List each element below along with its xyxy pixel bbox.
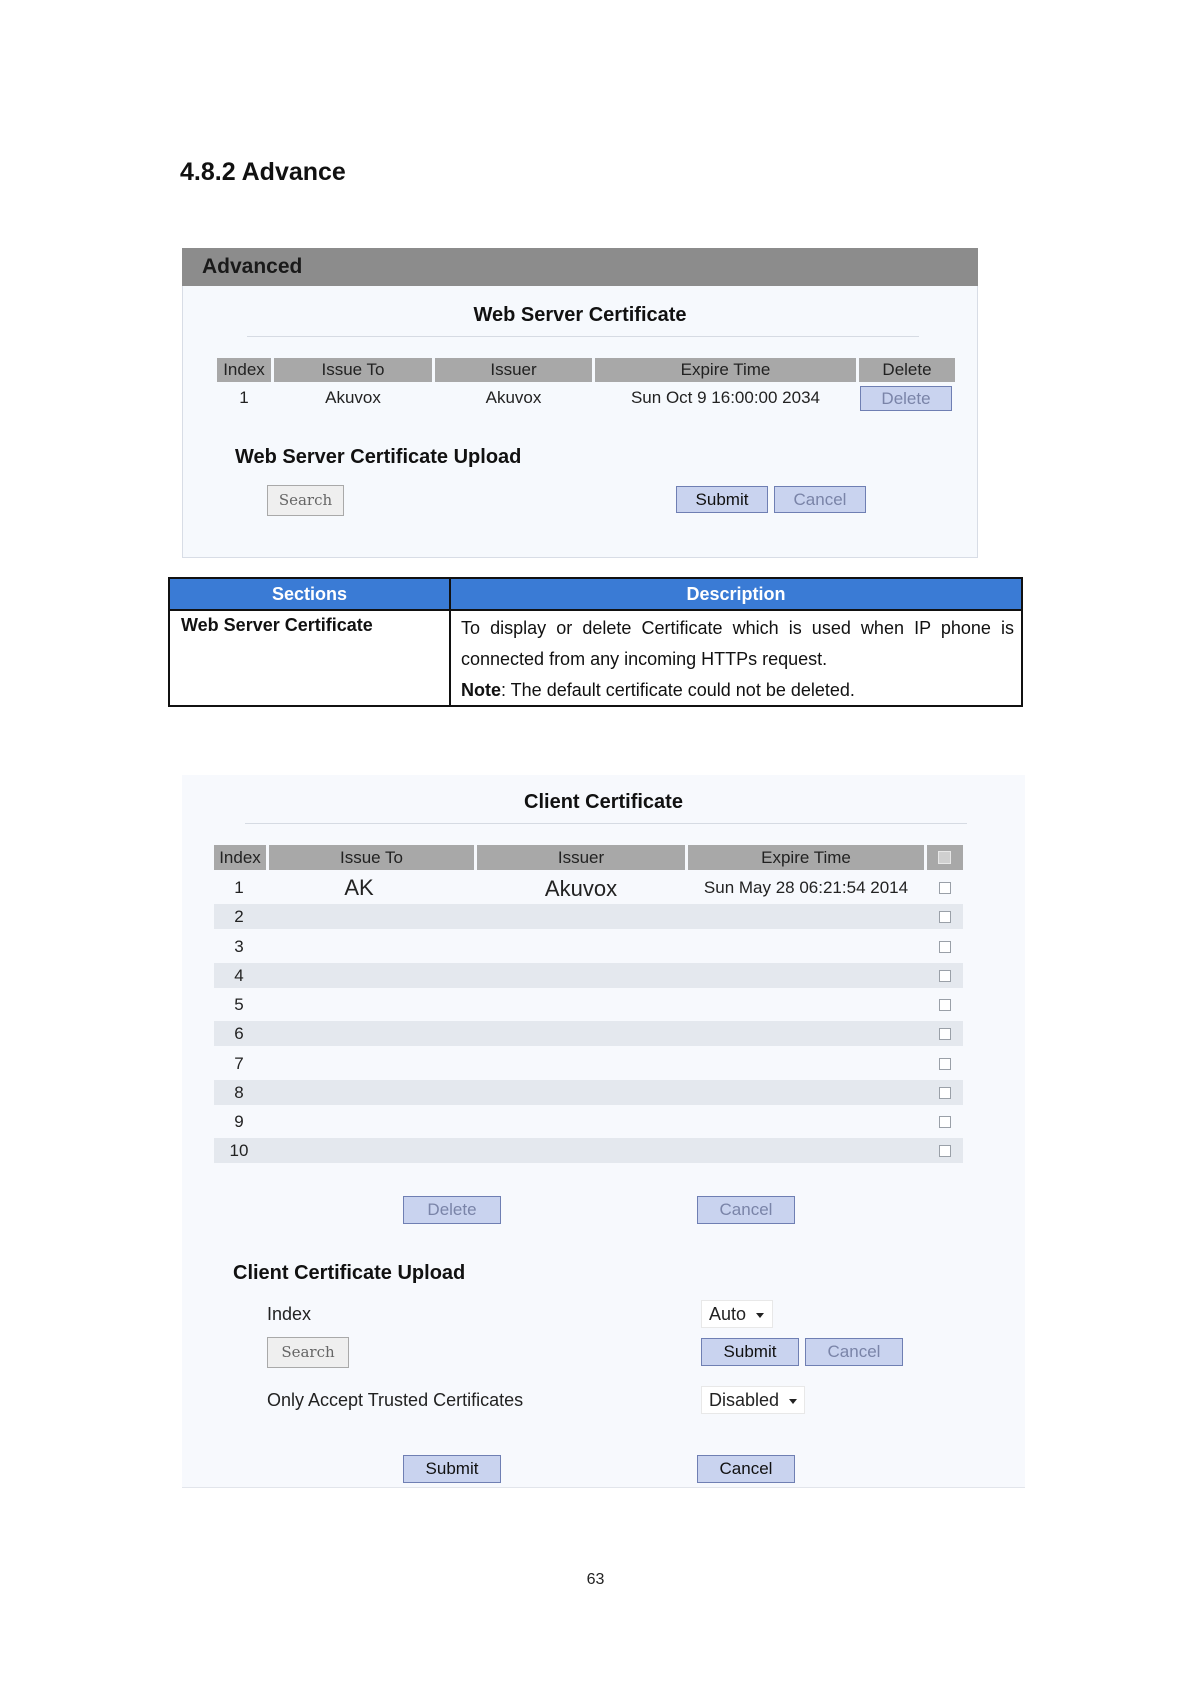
trusted-certificates-label: Only Accept Trusted Certificates [267, 1390, 524, 1410]
description-table-header [170, 579, 1021, 609]
select-all-checkbox[interactable] [938, 851, 951, 864]
column-header-index: Index [214, 845, 266, 870]
cell-index: 4 [234, 966, 244, 985]
column-header-delete: Delete [859, 358, 955, 382]
index-select[interactable] [701, 1300, 773, 1328]
row-checkbox[interactable] [939, 882, 951, 894]
advanced-panel-title: Advanced [202, 255, 303, 278]
cell-index: 8 [234, 1083, 244, 1102]
index-label: Index [267, 1304, 312, 1324]
note-label: Note [461, 680, 501, 700]
submit-button[interactable]: Submit [676, 486, 768, 513]
client-certificate-title: Client Certificate [524, 791, 683, 813]
cell-index: 3 [234, 937, 244, 956]
column-header-expire-time: Expire Time [595, 358, 856, 382]
cell-index: 9 [234, 1112, 244, 1131]
submit-button[interactable]: Submit [403, 1455, 501, 1483]
column-header-issue-to: Issue To [274, 358, 432, 382]
delete-button[interactable]: Delete [860, 386, 952, 411]
cell-issuer: Akuvox [485, 388, 542, 407]
header-sections: Sections [271, 584, 348, 604]
row-checkbox[interactable] [939, 970, 951, 982]
cell-index: 2 [234, 907, 244, 926]
column-header-index: Index [217, 358, 271, 382]
cell-issue-to: AK [344, 875, 374, 900]
web-server-certificate-title: Web Server Certificate [473, 304, 687, 326]
column-header-issuer: Issuer [435, 358, 592, 382]
cell-expire-time: Sun May 28 06:21:54 2014 [703, 878, 909, 897]
row-checkbox[interactable] [939, 1116, 951, 1128]
row-stripe [214, 963, 963, 988]
row-checkbox[interactable] [939, 1145, 951, 1157]
trusted-select-value: Disabled [709, 1390, 780, 1410]
search-button[interactable]: Search [267, 1337, 349, 1368]
row-checkbox[interactable] [939, 1028, 951, 1040]
cell-index: 5 [234, 995, 244, 1014]
column-header-expire-time: Expire Time [688, 845, 924, 870]
row-checkbox[interactable] [939, 1058, 951, 1070]
row-checkbox[interactable] [939, 1087, 951, 1099]
row-stripe [214, 1138, 963, 1163]
cell-expire-time: Sun Oct 9 16:00:00 2034 [630, 388, 821, 407]
column-header-issue-to: Issue To [269, 845, 474, 870]
row-checkbox[interactable] [939, 999, 951, 1011]
client-certificate-upload-title: Client Certificate Upload [233, 1262, 466, 1284]
section-name: Web Server Certificate [181, 615, 373, 635]
column-header-issuer: Issuer [477, 845, 685, 870]
header-description: Description [686, 584, 786, 604]
divider [247, 336, 919, 337]
section-heading: 4.8.2 Advance [180, 158, 346, 186]
search-button[interactable]: Search [267, 485, 344, 516]
note-text: : The default certificate could not be deleted. [501, 680, 855, 700]
description-text: To display or delete Certificate which is used when IP phone is connected from any incoming HTTPs request. [461, 618, 1014, 669]
cell-index: 6 [234, 1024, 244, 1043]
cell-index: 1 [234, 878, 244, 897]
row-stripe [214, 1021, 963, 1046]
row-stripe [214, 904, 963, 929]
table-divider-horizontal [168, 609, 1023, 611]
divider [245, 823, 967, 824]
cell-issuer: Akuvox [544, 876, 618, 901]
advanced-panel-header [182, 248, 978, 286]
cell-index: 1 [239, 388, 249, 407]
cancel-button[interactable]: Cancel [697, 1196, 795, 1224]
trusted-certificates-select[interactable] [701, 1386, 805, 1414]
submit-button[interactable]: Submit [701, 1338, 799, 1366]
cancel-button[interactable]: Cancel [805, 1338, 903, 1366]
row-stripe [214, 1080, 963, 1105]
cancel-button[interactable]: Cancel [697, 1455, 795, 1483]
cell-index: 10 [229, 1141, 249, 1160]
delete-button[interactable]: Delete [403, 1196, 501, 1224]
cancel-button[interactable]: Cancel [774, 486, 866, 513]
row-checkbox[interactable] [939, 911, 951, 923]
index-select-value: Auto [709, 1304, 747, 1324]
chevron-down-icon [756, 1313, 764, 1318]
section-description [461, 613, 1014, 706]
row-checkbox[interactable] [939, 941, 951, 953]
table-divider-vertical [449, 577, 451, 707]
cell-index: 7 [234, 1054, 244, 1073]
chevron-down-icon [789, 1399, 797, 1404]
cell-issue-to: Akuvox [325, 388, 381, 407]
web-server-certificate-upload-title: Web Server Certificate Upload [235, 446, 522, 468]
page-number: 63 [586, 1571, 605, 1588]
